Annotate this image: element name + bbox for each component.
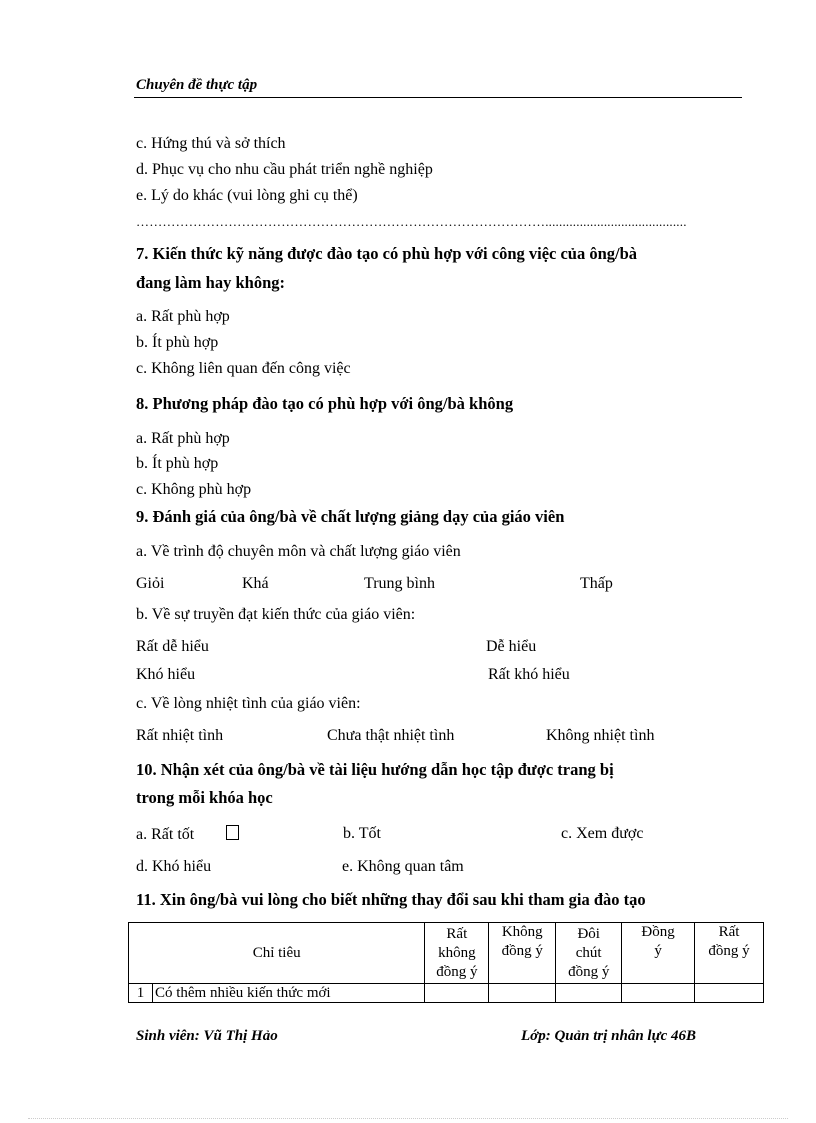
q9-b-option-de-hieu[interactable]: Dễ hiểu <box>486 638 537 655</box>
q8-title: 8. Phương pháp đào tạo có phù hợp với ông/bà không <box>136 394 514 413</box>
q10-option-b[interactable]: b. Tốt <box>343 825 381 842</box>
q7-title-line1: 7. Kiến thức kỹ năng được đào tạo có phù hợp với công việc của ông/bà <box>136 244 638 263</box>
footer-student: Sinh viên: Vũ Thị Hảo <box>136 1028 278 1044</box>
fill-in-dotted-line[interactable]: …………………………………………………………………………………......................................... <box>136 214 687 229</box>
row-criteria: Có thêm nhiều kiến thức mới <box>152 984 424 1003</box>
q10-option-e[interactable]: e. Không quan tâm <box>342 858 464 875</box>
q7-option-c: c. Không liên quan đến công việc <box>136 360 351 377</box>
q9-a-option-trung-binh[interactable]: Trung bình <box>364 575 435 592</box>
header-dong-y: Đồng ý <box>622 923 695 984</box>
checkbox-icon[interactable] <box>226 825 239 840</box>
q6-option-c: c. Hứng thú và sở thích <box>136 135 286 152</box>
q9-a-label: a. Về trình độ chuyên môn và chất lượng giáo viên <box>136 543 461 560</box>
q9-c-option-chua-that-nhiet-tinh[interactable]: Chưa thật nhiệt tình <box>327 727 455 744</box>
q9-c-label: c. Về lòng nhiệt tình của giáo viên: <box>136 695 361 712</box>
q6-option-e: e. Lý do khác (vui lòng ghi cụ thể) <box>136 187 358 204</box>
q9-b-option-rat-de-hieu[interactable]: Rất dễ hiểu <box>136 638 209 655</box>
q8-option-c: c. Không phù hợp <box>136 481 252 498</box>
q10-option-a-label: a. Rất tốt <box>136 826 195 843</box>
q9-a-option-gioi[interactable]: Giỏi <box>136 575 165 592</box>
header-rat-dong-y: Rất đồng ý <box>695 923 764 984</box>
footer-class: Lớp: Quản trị nhân lực 46B <box>521 1028 696 1044</box>
cell-khong-dong-y[interactable] <box>489 984 556 1003</box>
q11-title: 11. Xin ông/bà vui lòng cho biết những thay đổi sau khi tham gia đào tạo <box>136 890 646 909</box>
q7-option-b: b. Ít phù hợp <box>136 334 219 351</box>
q9-b-option-kho-hieu[interactable]: Khó hiểu <box>136 666 196 683</box>
q6-option-d: d. Phục vụ cho nhu cầu phát triển nghề nghiệp <box>136 161 433 178</box>
q9-a-option-thap[interactable]: Thấp <box>580 575 613 592</box>
header-rat-khong-dong-y: Rất không đồng ý <box>425 923 489 984</box>
header-doi-chut-dong-y: Đôi chút đồng ý <box>556 923 622 984</box>
cell-rat-dong-y[interactable] <box>695 984 764 1003</box>
q10-title-line2: trong mỗi khóa học <box>136 788 273 807</box>
q11-survey-table <box>128 922 764 1003</box>
table-row <box>129 984 764 1003</box>
q9-c-option-rat-nhiet-tinh[interactable]: Rất nhiệt tình <box>136 727 224 744</box>
page-header-title: Chuyên đề thực tập <box>136 77 258 93</box>
cell-rat-khong-dong-y[interactable] <box>425 984 489 1003</box>
cell-doi-chut-dong-y[interactable] <box>556 984 622 1003</box>
page-bottom-divider <box>28 1118 788 1119</box>
q9-a-option-kha[interactable]: Khá <box>242 575 269 592</box>
q8-option-b: b. Ít phù hợp <box>136 455 219 472</box>
q10-option-c[interactable]: c. Xem được <box>561 825 644 842</box>
header-criteria: Chỉ tiêu <box>129 923 425 984</box>
header-khong-dong-y: Không đồng ý <box>489 923 556 984</box>
table-header-row <box>129 923 764 984</box>
row-number: 1 <box>129 984 153 1003</box>
q10-option-a[interactable] <box>136 825 239 844</box>
header-rule <box>134 97 742 98</box>
q9-c-option-khong-nhiet-tinh[interactable]: Không nhiệt tình <box>546 727 655 744</box>
q10-option-d[interactable]: d. Khó hiểu <box>136 858 212 875</box>
q9-b-label: b. Về sự truyền đạt kiến thức của giáo viên: <box>136 606 416 623</box>
q7-title-line2: đang làm hay không: <box>136 273 286 292</box>
q10-title-line1: 10. Nhận xét của ông/bà về tài liệu hướng dẫn học tập được trang bị <box>136 760 614 779</box>
q7-option-a: a. Rất phù hợp <box>136 308 230 325</box>
q8-option-a: a. Rất phù hợp <box>136 430 230 447</box>
q9-title: 9. Đánh giá của ông/bà về chất lượng giảng dạy của giáo viên <box>136 507 565 526</box>
q9-b-option-rat-kho-hieu[interactable]: Rất khó hiểu <box>488 666 570 683</box>
cell-dong-y[interactable] <box>622 984 695 1003</box>
